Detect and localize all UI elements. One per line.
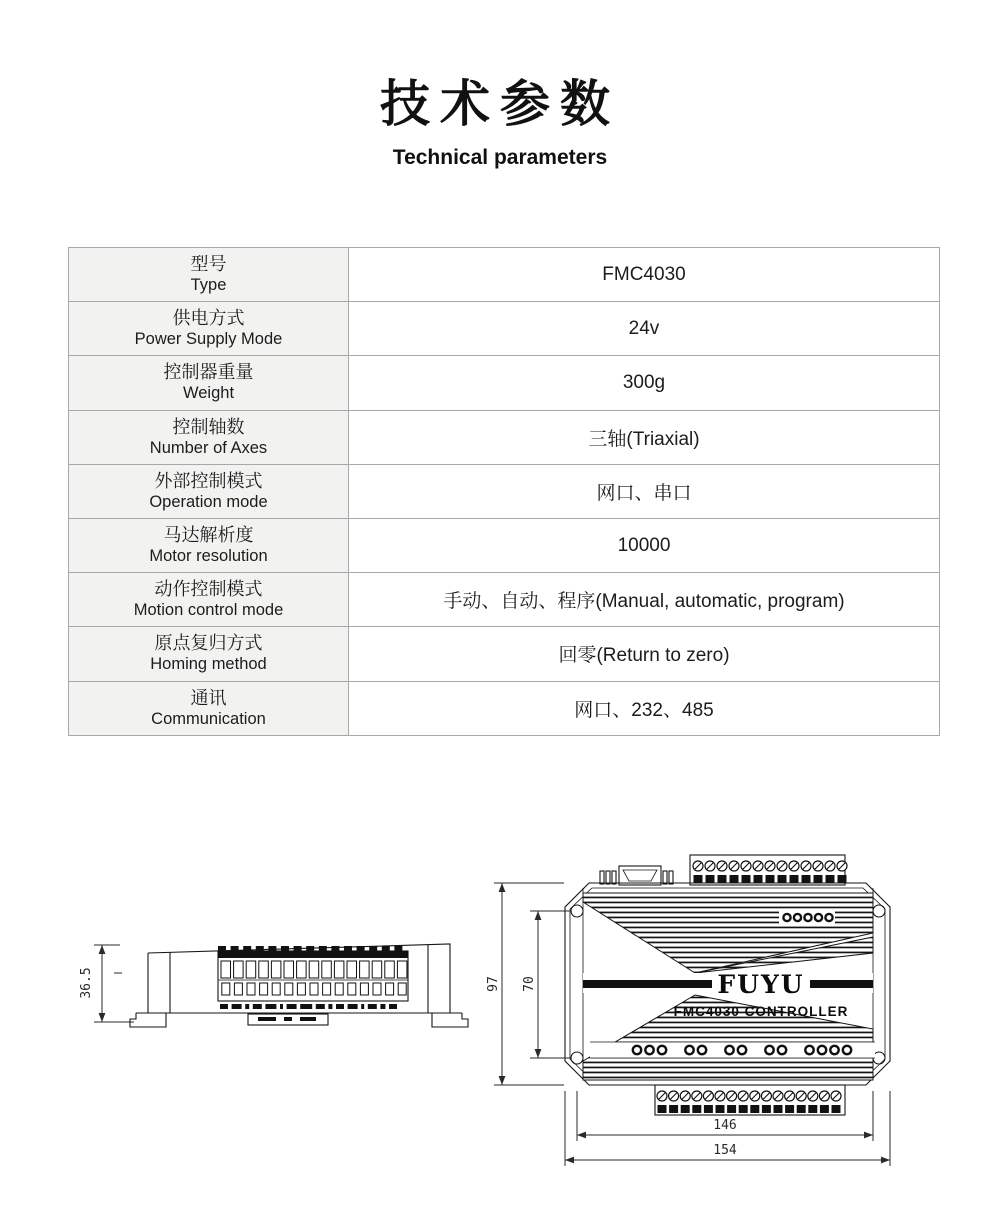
param-value: 24v	[349, 302, 940, 356]
param-value: 10000	[349, 518, 940, 572]
param-label-en: Communication	[151, 709, 266, 728]
param-label-en: Number of Axes	[149, 438, 268, 457]
param-label-en: Motor resolution	[149, 547, 268, 566]
param-label-cell	[69, 302, 349, 356]
model-label-text: FMC4030 CONTROLLER	[673, 1004, 849, 1019]
param-label-cell	[69, 464, 349, 518]
param-label-cell	[69, 356, 349, 410]
param-label-en: Homing method	[150, 655, 267, 674]
param-label-zh: 原点复归方式	[154, 633, 263, 654]
bottom-terminal-strip	[655, 1085, 845, 1115]
table-row	[69, 356, 940, 410]
param-label-en: Weight	[182, 384, 235, 403]
inner-height-dim-label: 70	[522, 976, 537, 992]
outer-width-dim-label: 154	[713, 1143, 737, 1158]
table-row	[69, 518, 940, 572]
dimension-70	[522, 911, 570, 1058]
param-label-zh: 供电方式	[172, 308, 245, 329]
param-label-cell	[69, 681, 349, 735]
param-value: 三轴(Triaxial)	[349, 410, 940, 464]
params-table-body	[69, 248, 940, 736]
param-label-zh: 控制轴数	[172, 416, 245, 437]
table-row	[69, 464, 940, 518]
side-view-body	[130, 944, 468, 1027]
param-label-cell	[69, 518, 349, 572]
side-height-dim-label: 36.5	[79, 967, 94, 999]
controller-top-view-drawing	[480, 845, 970, 1190]
table-row	[69, 573, 940, 627]
param-label-zh: 通讯	[190, 687, 227, 708]
dimension-36-5	[79, 945, 134, 1022]
param-label-cell	[69, 627, 349, 681]
outer-height-dim-label: 97	[486, 976, 501, 992]
page-subtitle: Technical parameters	[392, 146, 608, 169]
param-value: 网口、232、485	[349, 681, 940, 735]
param-label-zh: 动作控制模式	[154, 579, 263, 600]
controller-side-view-drawing	[70, 925, 470, 1045]
table-row	[69, 627, 940, 681]
top-terminal-strip	[690, 855, 847, 885]
table-row	[69, 410, 940, 464]
param-label-en: Operation mode	[149, 492, 268, 511]
param-label-en: Power Supply Mode	[134, 330, 283, 349]
table-row	[69, 248, 940, 302]
db9-connector	[600, 866, 673, 885]
page-title: 技术参数	[380, 76, 620, 132]
table-row	[69, 681, 940, 735]
param-label-cell	[69, 573, 349, 627]
brand-band	[583, 970, 873, 1019]
param-label-zh: 型号	[190, 254, 227, 275]
param-label-zh: 马达解析度	[163, 525, 254, 546]
param-value: 回零(Return to zero)	[349, 627, 940, 681]
param-value: 网口、串口	[349, 464, 940, 518]
led-row-top	[779, 910, 835, 925]
param-label-zh: 外部控制模式	[154, 470, 263, 491]
param-label-cell	[69, 410, 349, 464]
param-value: 手动、自动、程序(Manual, automatic, program)	[349, 573, 940, 627]
param-value: 300g	[349, 356, 940, 410]
param-label-en: Motion control mode	[133, 601, 284, 620]
param-label-zh: 控制器重量	[163, 362, 254, 383]
param-label-en: Type	[190, 276, 227, 295]
inner-width-dim-label: 146	[713, 1118, 737, 1133]
led-row-bottom	[590, 1042, 875, 1058]
param-value: FMC4030	[349, 248, 940, 302]
brand-logo-text: FUYU	[717, 970, 805, 999]
param-label-cell	[69, 248, 349, 302]
technical-parameters-table	[68, 247, 940, 736]
table-row	[69, 302, 940, 356]
